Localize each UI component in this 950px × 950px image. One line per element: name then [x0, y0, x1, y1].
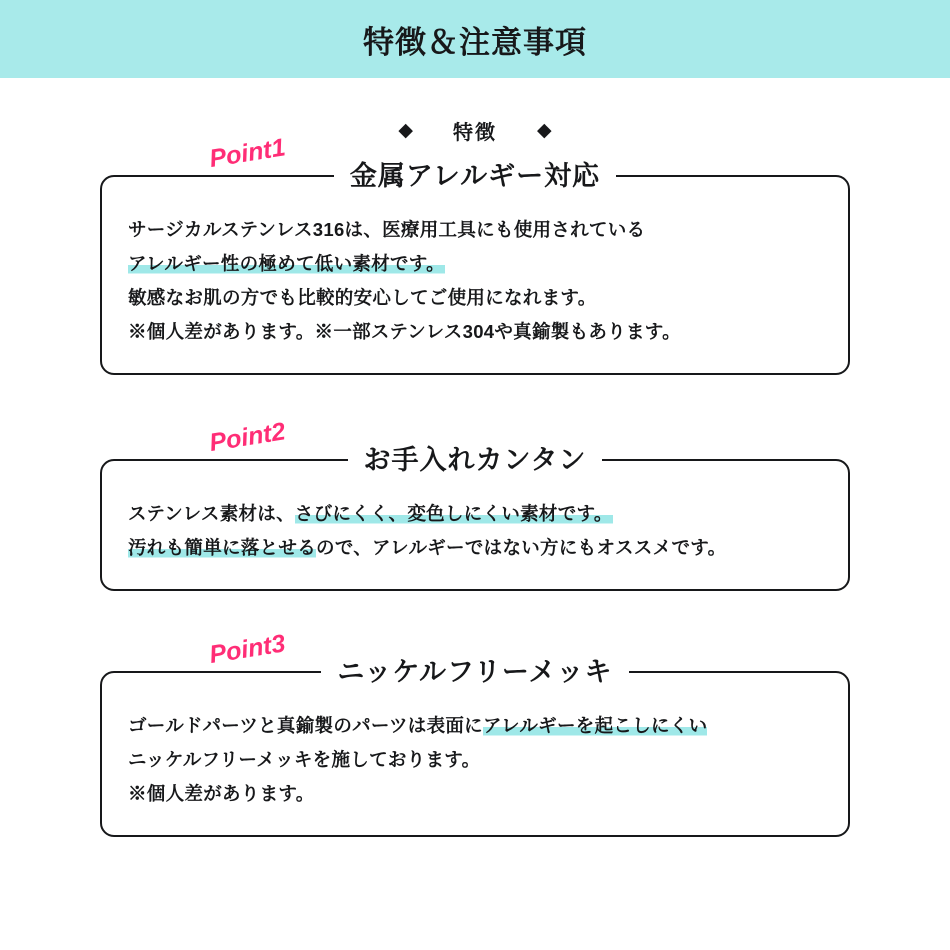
point-badge-2: Point2: [207, 417, 288, 458]
body-text: サージカルステンレス316は、医療用工具にも使用されている: [128, 219, 646, 240]
point-card-3: [100, 657, 850, 837]
point-badge-3: Point3: [207, 629, 288, 670]
section-heading-label: 特徴: [453, 122, 497, 144]
page-title: 特徴＆注意事項: [363, 24, 587, 60]
body-text: ※個人差があります。: [128, 783, 315, 804]
point-card-1: [100, 161, 850, 375]
diamond-right-icon: ◆: [537, 120, 552, 141]
features-section-heading: [0, 116, 950, 145]
body-line: [128, 315, 822, 349]
point-card-title-2: お手入れカンタン: [348, 444, 603, 476]
diamond-left-icon: ◆: [398, 120, 413, 141]
body-text: ニッケルフリーメッキを施しております。: [128, 749, 481, 770]
point-card-wrapper-3: [100, 629, 850, 837]
point-card-title-1: 金属アレルギー対応: [334, 160, 616, 192]
point-card-title-3: ニッケルフリーメッキ: [321, 656, 628, 688]
body-line: [128, 247, 822, 281]
point-card-body-1: [128, 213, 822, 349]
point-card-body-3: [128, 709, 822, 811]
point-badge-1: Point1: [207, 133, 288, 174]
header-banner: [0, 0, 950, 78]
body-text: ゴールドパーツと真鍮製のパーツは表面に: [128, 715, 483, 736]
highlighted-text: アレルギーを起こしにくい: [482, 715, 708, 736]
body-line: [128, 213, 822, 247]
highlighted-text: 汚れも簡単に落とせる: [128, 537, 317, 558]
body-line: [128, 777, 822, 811]
body-text: ステンレス素材は、: [128, 503, 295, 524]
point-card-body-2: [128, 497, 822, 565]
body-line: [128, 497, 822, 531]
body-line: [128, 281, 822, 315]
body-line: [128, 531, 822, 565]
body-text: ので、アレルギーではない方にもオススメです。: [316, 537, 727, 558]
point-card-wrapper-2: [100, 417, 850, 591]
point-card-2: [100, 445, 850, 591]
body-text: 敏感なお肌の方でも比較的安心してご使用になれます。: [128, 287, 597, 308]
highlighted-text: さびにくく、変色しにくい素材です。: [294, 503, 613, 524]
body-text: ※個人差があります。※一部ステンレス304や真鍮製もあります。: [128, 321, 681, 342]
body-line: [128, 743, 822, 777]
highlighted-text: アレルギー性の極めて低い素材です。: [128, 253, 445, 274]
body-line: [128, 709, 822, 743]
